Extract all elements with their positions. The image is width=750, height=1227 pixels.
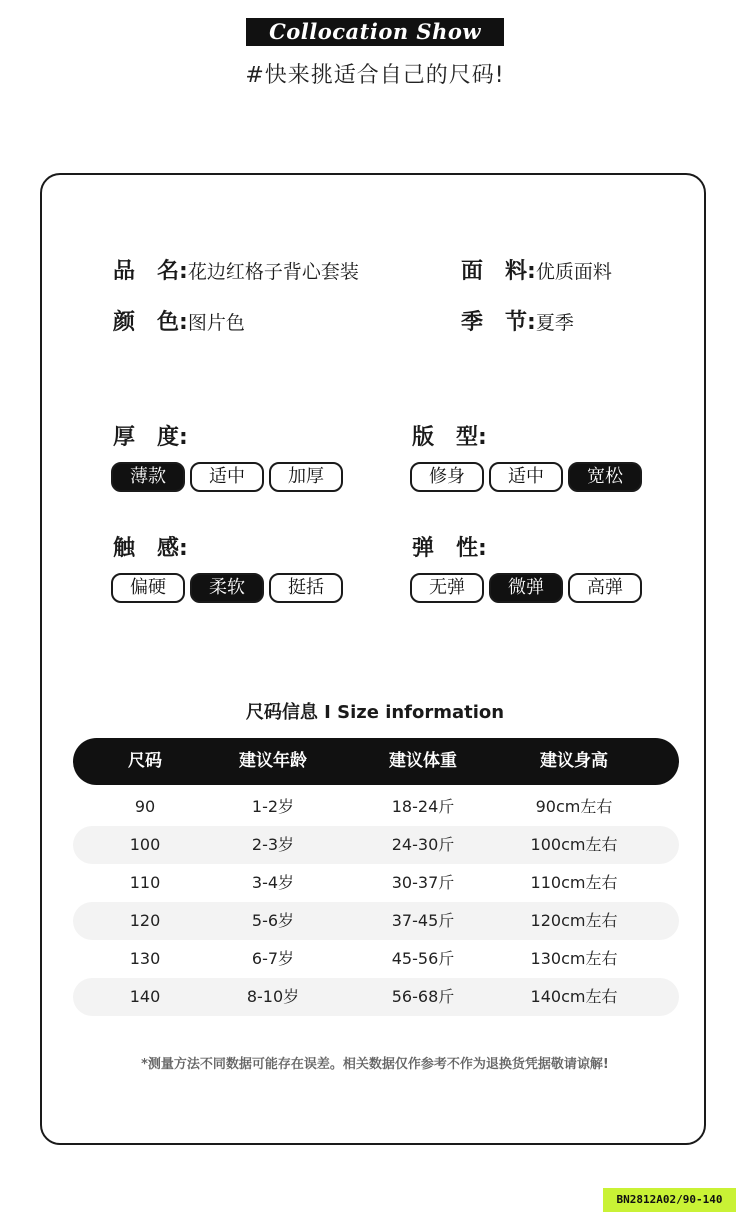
thickness-option-medium[interactable]: 适中	[190, 462, 264, 492]
cell-height: 90cm左右	[535, 797, 613, 816]
size-table-header	[73, 738, 679, 785]
cell-height: 110cm左右	[530, 873, 618, 892]
cell-size: 90	[134, 797, 156, 816]
fit-title: 版 型:	[412, 425, 487, 450]
header-height: 建议身高	[540, 751, 608, 771]
product-code-badge: BN2812A02/90-140	[603, 1188, 736, 1212]
elasticity-option-slight[interactable]: 微弹	[489, 573, 563, 603]
cell-height: 120cm左右	[530, 911, 618, 930]
cell-weight: 45-56斤	[391, 949, 455, 968]
table-row	[73, 940, 679, 978]
info-label: 季 节:	[461, 310, 536, 335]
info-value: 优质面料	[535, 261, 612, 283]
cell-age: 5-6岁	[251, 911, 295, 930]
cell-weight: 18-24斤	[391, 797, 455, 816]
thickness-title: 厚 度:	[113, 425, 188, 450]
touch-title: 触 感:	[113, 536, 188, 561]
cell-weight: 56-68斤	[391, 987, 455, 1006]
elasticity-title: 弹 性:	[412, 536, 487, 561]
header-age: 建议年龄	[239, 751, 307, 771]
elasticity-option-high[interactable]: 高弹	[568, 573, 642, 603]
info-value: 花边红格子背心套装	[187, 261, 359, 283]
table-row	[73, 978, 679, 1016]
cell-weight: 37-45斤	[391, 911, 455, 930]
cell-height: 130cm左右	[530, 949, 618, 968]
info-product-name	[113, 254, 359, 285]
header-weight: 建议体重	[389, 751, 457, 771]
cell-age: 6-7岁	[251, 949, 295, 968]
table-row	[73, 902, 679, 940]
table-row	[73, 826, 679, 864]
cell-size: 120	[129, 911, 161, 930]
collocation-show-banner: Collocation Show	[246, 18, 504, 46]
fit-option-slim[interactable]: 修身	[410, 462, 484, 492]
info-value: 夏季	[535, 312, 574, 334]
cell-age: 3-4岁	[251, 873, 295, 892]
cell-weight: 24-30斤	[391, 835, 455, 854]
cell-height: 100cm左右	[530, 835, 618, 854]
cell-age: 2-3岁	[251, 835, 295, 854]
measurement-disclaimer: *测量方法不同数据可能存在误差。相关数据仅作参考不作为退换货凭据敬请谅解!	[141, 1057, 609, 1072]
fit-option-regular[interactable]: 适中	[489, 462, 563, 492]
cell-age: 8-10岁	[246, 987, 300, 1006]
touch-option-soft[interactable]: 柔软	[190, 573, 264, 603]
table-row	[73, 864, 679, 902]
info-label: 品 名:	[113, 259, 188, 284]
touch-option-crisp[interactable]: 挺括	[269, 573, 343, 603]
info-label: 颜 色:	[113, 310, 188, 335]
cell-size: 100	[129, 835, 161, 854]
table-row	[73, 788, 679, 826]
header-size: 尺码	[128, 751, 162, 771]
cell-height: 140cm左右	[530, 987, 618, 1006]
info-color	[113, 305, 245, 336]
size-table-title: 尺码信息 I Size information	[245, 702, 505, 723]
touch-option-stiff[interactable]: 偏硬	[111, 573, 185, 603]
info-label: 面 料:	[461, 259, 536, 284]
fit-option-loose[interactable]: 宽松	[568, 462, 642, 492]
cell-size: 130	[129, 949, 161, 968]
cell-size: 140	[129, 987, 161, 1006]
info-fabric	[461, 254, 612, 285]
cell-age: 1-2岁	[251, 797, 295, 816]
thickness-option-thin[interactable]: 薄款	[111, 462, 185, 492]
page-subtitle: #快来挑适合自己的尺码!	[245, 63, 505, 88]
cell-size: 110	[129, 873, 161, 892]
elasticity-option-none[interactable]: 无弹	[410, 573, 484, 603]
thickness-option-thick[interactable]: 加厚	[269, 462, 343, 492]
cell-weight: 30-37斤	[391, 873, 455, 892]
info-value: 图片色	[187, 312, 245, 334]
info-season	[461, 305, 574, 336]
